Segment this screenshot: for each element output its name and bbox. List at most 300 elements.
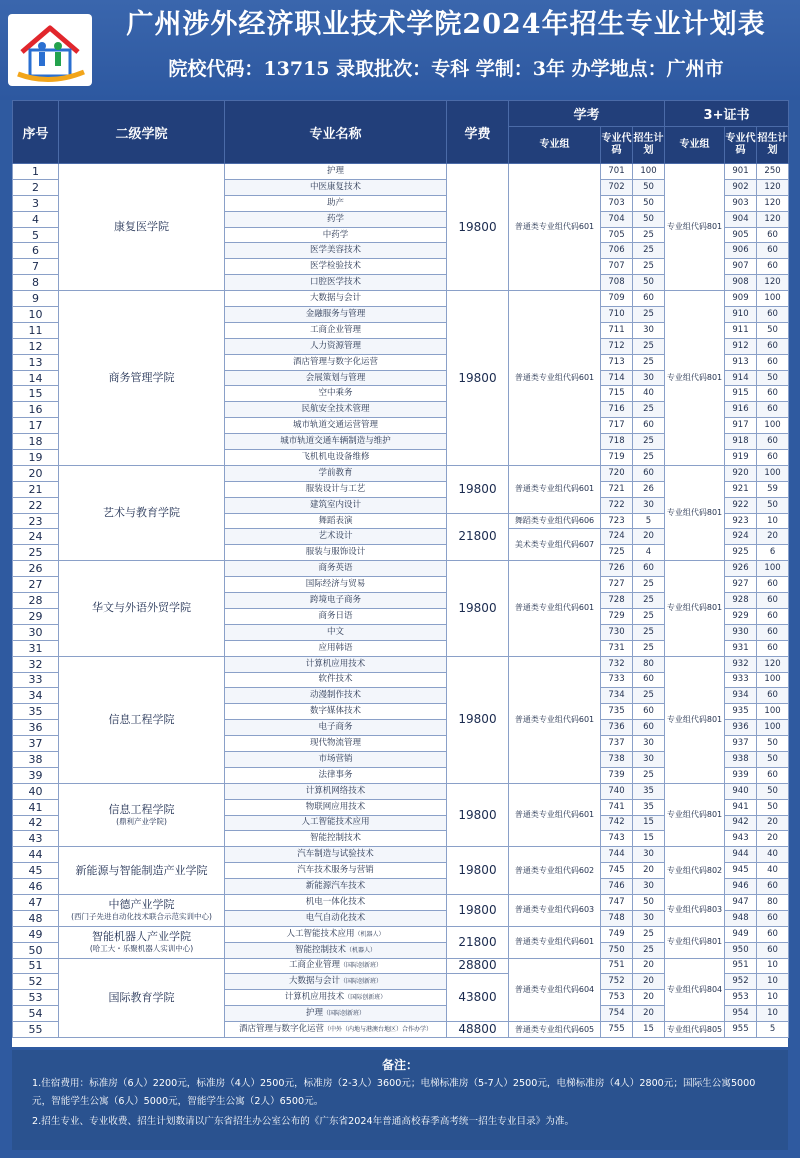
row-index: 49	[13, 926, 59, 942]
major-name	[225, 910, 447, 926]
cert-plan: 60	[757, 640, 789, 656]
major-label: 护理	[305, 1008, 323, 1019]
cert-plan: 50	[757, 736, 789, 752]
row-index: 16	[13, 402, 59, 418]
table-row	[13, 958, 789, 974]
major-label: 服装设计与工艺	[305, 483, 366, 494]
cert-plan: 50	[757, 799, 789, 815]
cert-code: 927	[725, 577, 757, 593]
row-index: 38	[13, 751, 59, 767]
row-index: 25	[13, 545, 59, 561]
cert-code: 954	[725, 1006, 757, 1022]
xuekao-plan: 50	[633, 195, 665, 211]
house-people-icon	[8, 14, 92, 86]
fee-cell: 19800	[447, 656, 509, 783]
major-label: 酒店管理与数字化运营	[238, 1024, 324, 1035]
xuekao-group-cell: 普通类专业组代码604	[509, 958, 601, 1022]
xuekao-code: 743	[601, 831, 633, 847]
xuekao-code: 722	[601, 497, 633, 513]
major-name	[225, 322, 447, 338]
row-index: 10	[13, 307, 59, 323]
row-index: 7	[13, 259, 59, 275]
row-index: 9	[13, 291, 59, 307]
major-label: 护理	[326, 165, 344, 176]
xuekao-plan: 35	[633, 799, 665, 815]
major-name	[225, 354, 447, 370]
cert-code: 903	[725, 195, 757, 211]
row-index: 8	[13, 275, 59, 291]
major-label: 中医康复技术	[309, 181, 361, 192]
cert-code: 942	[725, 815, 757, 831]
xuekao-group-cell: 美术类专业组代码607	[509, 529, 601, 561]
header-code-xuekao: 专业代码	[601, 127, 633, 164]
major-label: 酒店管理与数字化运营	[292, 356, 378, 367]
major-name	[225, 608, 447, 624]
header-major: 专业名称	[225, 101, 447, 164]
major-label: 工商企业管理	[288, 960, 340, 971]
xuekao-code: 716	[601, 402, 633, 418]
row-index: 18	[13, 434, 59, 450]
major-name	[225, 688, 447, 704]
xuekao-plan: 100	[633, 164, 665, 180]
major-label: 中文	[326, 626, 344, 637]
xuekao-group-cell: 普通类专业组代码601	[509, 164, 601, 291]
xuekao-code: 725	[601, 545, 633, 561]
major-note: （国际创新班）	[344, 994, 387, 1002]
major-name	[225, 513, 447, 529]
major-label: 市场营销	[318, 753, 353, 764]
xuekao-code: 718	[601, 434, 633, 450]
major-name	[225, 894, 447, 910]
fee-cell: 19800	[447, 561, 509, 656]
major-label: 国际经济与贸易	[305, 579, 366, 590]
xuekao-code: 750	[601, 942, 633, 958]
college-name: 国际教育学院	[108, 990, 175, 1004]
xuekao-code: 739	[601, 767, 633, 783]
xuekao-code: 710	[601, 307, 633, 323]
cert-plan: 50	[757, 370, 789, 386]
major-label: 建筑室内设计	[309, 499, 361, 510]
header-fee: 学费	[447, 101, 509, 164]
xuekao-plan: 25	[633, 402, 665, 418]
cert-code: 953	[725, 990, 757, 1006]
xuekao-plan: 25	[633, 640, 665, 656]
major-name	[225, 259, 447, 275]
major-label: 机电一体化技术	[305, 896, 366, 907]
cert-code: 920	[725, 465, 757, 481]
fee-cell: 19800	[447, 847, 509, 895]
college-subname: (鼎利产业学院)	[116, 817, 167, 827]
cert-plan: 100	[757, 561, 789, 577]
cert-code: 955	[725, 1022, 757, 1038]
xuekao-code: 706	[601, 243, 633, 259]
xuekao-plan: 25	[633, 577, 665, 593]
header-college: 二级学院	[59, 101, 225, 164]
xuekao-plan: 30	[633, 736, 665, 752]
major-label: 民航安全技术管理	[301, 404, 370, 415]
major-label: 商务英语	[318, 563, 353, 574]
cert-code: 947	[725, 894, 757, 910]
xuekao-code: 729	[601, 608, 633, 624]
cert-code: 914	[725, 370, 757, 386]
cert-code: 941	[725, 799, 757, 815]
cert-code: 902	[725, 179, 757, 195]
major-name	[225, 720, 447, 736]
cert-plan: 60	[757, 910, 789, 926]
table-row	[13, 164, 789, 180]
xuekao-plan: 25	[633, 926, 665, 942]
row-index: 52	[13, 974, 59, 990]
cert-plan: 60	[757, 688, 789, 704]
fee-cell: 48800	[447, 1022, 509, 1038]
cert-plan: 60	[757, 434, 789, 450]
major-label: 药学	[326, 213, 344, 224]
table-row	[13, 291, 789, 307]
table-row	[13, 847, 789, 863]
cert-code: 904	[725, 211, 757, 227]
major-label: 助产	[326, 197, 344, 208]
cert-plan: 20	[757, 815, 789, 831]
xuekao-plan: 30	[633, 322, 665, 338]
xuekao-code: 714	[601, 370, 633, 386]
table-row	[13, 926, 789, 942]
xuekao-plan: 15	[633, 1022, 665, 1038]
major-name	[225, 450, 447, 466]
cert-plan: 60	[757, 354, 789, 370]
xuekao-code: 730	[601, 624, 633, 640]
major-name	[225, 974, 447, 990]
cert-code: 940	[725, 783, 757, 799]
cert-code: 901	[725, 164, 757, 180]
row-index: 19	[13, 450, 59, 466]
cert-code: 905	[725, 227, 757, 243]
xuekao-plan: 30	[633, 910, 665, 926]
xuekao-plan: 20	[633, 990, 665, 1006]
cert-plan: 50	[757, 783, 789, 799]
notes-item: 1.住宿费用：标准房（6人）2200元，标准房（4人）2500元，标准房（2-3人）3600元；电梯标准房（5-7人）2500元，电梯标准房（4人）2800元；国际生公寓5000元，智能学生公寓（6人）5000元，智能学生公寓（2人）6500元。	[32, 1078, 756, 1107]
xuekao-code: 727	[601, 577, 633, 593]
fee-cell: 19800	[447, 291, 509, 466]
xuekao-group-cell: 普通类专业组代码602	[509, 847, 601, 895]
major-name	[225, 291, 447, 307]
major-label: 计算机网络技术	[305, 785, 366, 796]
xuekao-code: 752	[601, 974, 633, 990]
row-index: 28	[13, 593, 59, 609]
xuekao-plan: 30	[633, 751, 665, 767]
row-index: 45	[13, 863, 59, 879]
college-subname: (西门子先进自动化技术联合示范实训中心)	[71, 912, 212, 922]
xuekao-code: 707	[601, 259, 633, 275]
major-label: 人工智能技术应用	[301, 817, 370, 828]
xuekao-group-cell: 普通类专业组代码601	[509, 561, 601, 656]
cert-code: 938	[725, 751, 757, 767]
row-index: 4	[13, 211, 59, 227]
xuekao-plan: 40	[633, 386, 665, 402]
major-name	[225, 497, 447, 513]
cert-plan: 60	[757, 926, 789, 942]
cert-code: 924	[725, 529, 757, 545]
cert-plan: 100	[757, 418, 789, 434]
row-index: 14	[13, 370, 59, 386]
cert-code: 951	[725, 958, 757, 974]
row-index: 54	[13, 1006, 59, 1022]
major-label: 飞机机电设备维修	[301, 451, 370, 462]
major-label: 学前教育	[318, 467, 353, 478]
major-label: 医学检验技术	[309, 261, 361, 272]
major-name	[225, 736, 447, 752]
cert-code: 944	[725, 847, 757, 863]
cert-group-cell: 专业组代码801	[665, 291, 725, 466]
cert-code: 948	[725, 910, 757, 926]
xuekao-code: 731	[601, 640, 633, 656]
major-label: 物联网应用技术	[305, 801, 366, 812]
major-label: 口腔医学技术	[309, 277, 361, 288]
xuekao-plan: 20	[633, 863, 665, 879]
major-name	[225, 640, 447, 656]
xuekao-plan: 25	[633, 688, 665, 704]
notes-panel	[12, 1050, 788, 1150]
xuekao-plan: 26	[633, 481, 665, 497]
header-index: 序号	[13, 101, 59, 164]
cert-plan: 120	[757, 275, 789, 291]
xuekao-code: 749	[601, 926, 633, 942]
row-index: 37	[13, 736, 59, 752]
xuekao-plan: 50	[633, 894, 665, 910]
row-index: 30	[13, 624, 59, 640]
major-name	[225, 211, 447, 227]
xuekao-code: 754	[601, 1006, 633, 1022]
xuekao-plan: 30	[633, 497, 665, 513]
xuekao-plan: 25	[633, 767, 665, 783]
cert-plan: 6	[757, 545, 789, 561]
cert-plan: 100	[757, 291, 789, 307]
cert-code: 911	[725, 322, 757, 338]
college-name: 新能源与智能制造产业学院	[75, 863, 208, 877]
major-label: 汽车制造与试验技术	[297, 849, 374, 860]
cert-plan: 20	[757, 831, 789, 847]
cert-plan: 60	[757, 338, 789, 354]
cert-code: 917	[725, 418, 757, 434]
college-name: 智能机器人产业学院	[92, 930, 191, 944]
xuekao-code: 705	[601, 227, 633, 243]
row-index: 53	[13, 990, 59, 1006]
xuekao-code: 751	[601, 958, 633, 974]
fee-cell: 21800	[447, 513, 509, 561]
fee-cell: 21800	[447, 926, 509, 958]
xuekao-code: 735	[601, 704, 633, 720]
cert-code: 926	[725, 561, 757, 577]
row-index: 20	[13, 465, 59, 481]
xuekao-code: 732	[601, 656, 633, 672]
cert-plan: 60	[757, 259, 789, 275]
cert-plan: 100	[757, 465, 789, 481]
header-group-xuekao: 专业组	[509, 127, 601, 164]
xuekao-code: 704	[601, 211, 633, 227]
row-index: 40	[13, 783, 59, 799]
major-label: 医学美容技术	[309, 245, 361, 256]
xuekao-plan: 25	[633, 608, 665, 624]
major-name	[225, 402, 447, 418]
xuekao-code: 748	[601, 910, 633, 926]
row-index: 35	[13, 704, 59, 720]
cert-code: 939	[725, 767, 757, 783]
header-code-cert: 专业代码	[725, 127, 757, 164]
row-index: 13	[13, 354, 59, 370]
xuekao-plan: 30	[633, 370, 665, 386]
major-name	[225, 879, 447, 895]
cert-code: 949	[725, 926, 757, 942]
xuekao-code: 723	[601, 513, 633, 529]
college-name: 艺术与教育学院	[103, 506, 180, 520]
college-cell	[59, 958, 225, 1037]
cert-code: 937	[725, 736, 757, 752]
xuekao-code: 724	[601, 529, 633, 545]
major-label: 现代物流管理	[309, 738, 361, 748]
major-name	[225, 545, 447, 561]
major-note: （机器人）	[354, 930, 385, 938]
major-label: 跨境电子商务	[309, 594, 361, 605]
college-name: 康复医学院	[114, 220, 169, 234]
cert-plan: 60	[757, 386, 789, 402]
xuekao-group-cell: 普通类专业组代码601	[509, 291, 601, 466]
page-header	[0, 0, 800, 100]
major-name	[225, 227, 447, 243]
cert-code: 935	[725, 704, 757, 720]
cert-code: 915	[725, 386, 757, 402]
xuekao-plan: 35	[633, 783, 665, 799]
cert-code: 909	[725, 291, 757, 307]
cert-code: 908	[725, 275, 757, 291]
college-cell	[59, 291, 225, 466]
xuekao-plan: 20	[633, 958, 665, 974]
cert-plan: 60	[757, 608, 789, 624]
cert-plan: 100	[757, 672, 789, 688]
xuekao-plan: 15	[633, 831, 665, 847]
cert-group-cell: 专业组代码801	[665, 656, 725, 783]
major-name	[225, 656, 447, 672]
xuekao-code: 715	[601, 386, 633, 402]
xuekao-code: 702	[601, 179, 633, 195]
xuekao-plan: 30	[633, 847, 665, 863]
row-index: 2	[13, 179, 59, 195]
major-label: 中药学	[322, 229, 349, 240]
major-label: 智能控制技术	[309, 833, 361, 844]
major-name	[225, 275, 447, 291]
xuekao-plan: 25	[633, 434, 665, 450]
xuekao-plan: 60	[633, 720, 665, 736]
major-label: 法律事务	[318, 769, 353, 780]
xuekao-plan: 25	[633, 227, 665, 243]
major-note: （国际创新班）	[323, 1010, 366, 1018]
cert-plan: 60	[757, 593, 789, 609]
table-row	[13, 783, 789, 799]
cert-code: 906	[725, 243, 757, 259]
cert-plan: 60	[757, 942, 789, 958]
xuekao-code: 733	[601, 672, 633, 688]
xuekao-code: 746	[601, 879, 633, 895]
college-cell	[59, 926, 225, 958]
major-name	[225, 561, 447, 577]
cert-group-cell: 专业组代码801	[665, 164, 725, 291]
table-row	[13, 656, 789, 672]
row-index: 44	[13, 847, 59, 863]
xuekao-code: 703	[601, 195, 633, 211]
cert-plan: 60	[757, 307, 789, 323]
xuekao-group-cell: 普通类专业组代码603	[509, 894, 601, 926]
row-index: 11	[13, 322, 59, 338]
xuekao-code: 701	[601, 164, 633, 180]
cert-plan: 10	[757, 958, 789, 974]
college-name: 信息工程学院	[108, 712, 175, 726]
xuekao-code: 721	[601, 481, 633, 497]
cert-plan: 60	[757, 767, 789, 783]
xuekao-plan: 25	[633, 338, 665, 354]
row-index: 1	[13, 164, 59, 180]
xuekao-plan: 25	[633, 450, 665, 466]
cert-plan: 120	[757, 656, 789, 672]
cert-code: 929	[725, 608, 757, 624]
xuekao-code: 744	[601, 847, 633, 863]
row-index: 41	[13, 799, 59, 815]
row-index: 17	[13, 418, 59, 434]
cert-plan: 10	[757, 1006, 789, 1022]
row-index: 26	[13, 561, 59, 577]
major-name	[225, 831, 447, 847]
major-name	[225, 799, 447, 815]
cert-code: 921	[725, 481, 757, 497]
major-label: 计算机应用技术	[284, 992, 345, 1003]
fee-cell: 43800	[447, 974, 509, 1022]
cert-code: 928	[725, 593, 757, 609]
xuekao-plan: 25	[633, 307, 665, 323]
cert-plan: 120	[757, 179, 789, 195]
major-name	[225, 465, 447, 481]
cert-code: 913	[725, 354, 757, 370]
row-index: 24	[13, 529, 59, 545]
major-label: 空中乘务	[318, 388, 353, 399]
major-name	[225, 942, 447, 958]
major-label: 新能源汽车技术	[305, 881, 366, 892]
cert-group-cell: 专业组代码801	[665, 783, 725, 847]
xuekao-code: 726	[601, 561, 633, 577]
cert-code: 930	[725, 624, 757, 640]
row-index: 34	[13, 688, 59, 704]
major-name	[225, 1022, 447, 1038]
major-label: 动漫制作技术	[309, 690, 361, 701]
college-name: 中德产业学院	[108, 898, 175, 912]
xuekao-code: 745	[601, 863, 633, 879]
xuekao-plan: 20	[633, 529, 665, 545]
cert-group-cell: 专业组代码805	[665, 1022, 725, 1038]
cert-plan: 50	[757, 322, 789, 338]
row-index: 22	[13, 497, 59, 513]
xuekao-plan: 60	[633, 672, 665, 688]
xuekao-group-cell: 舞蹈类专业组代码606	[509, 513, 601, 529]
cert-plan: 60	[757, 243, 789, 259]
cert-plan: 60	[757, 624, 789, 640]
cert-code: 932	[725, 656, 757, 672]
major-name	[225, 624, 447, 640]
cert-code: 925	[725, 545, 757, 561]
cert-code: 922	[725, 497, 757, 513]
row-index: 48	[13, 910, 59, 926]
major-name	[225, 704, 447, 720]
major-label: 服装与服饰设计	[305, 547, 366, 558]
major-name	[225, 338, 447, 354]
xuekao-plan: 50	[633, 179, 665, 195]
row-index: 23	[13, 513, 59, 529]
xuekao-plan: 50	[633, 211, 665, 227]
